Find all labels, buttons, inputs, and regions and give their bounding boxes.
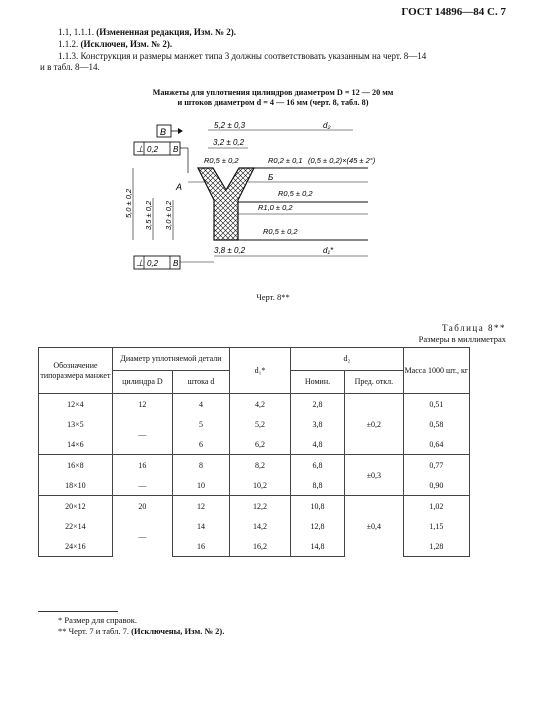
page-header: ГОСТ 14896—84 С. 7 [401,6,506,18]
dim-r05-top: R0,5 ± 0,2 [204,156,239,165]
cell-tolerance: ±0,4 [344,496,403,557]
cell-cylinder: 20 [112,496,172,517]
cell-mass: 0,77 [403,455,469,476]
col-nominal: Номин. [291,371,345,394]
cell-d1: 14,2 [230,516,291,536]
tolerance-ref: B [173,145,179,154]
col-d1: d₁* [230,348,291,394]
cell-cylinder: — [112,475,172,496]
cell-cylinder: — [112,414,172,455]
cell-designation: 22×14 [39,516,113,536]
dim-r05-bottom: R0,5 ± 0,2 [263,227,298,236]
dim-chamfer: (0,5 ± 0,2)×(45 ± 2°) [308,156,376,165]
col-d2: d₂ [291,348,404,371]
col-rod: штока d [172,371,229,394]
paragraph-note: (Измененная редакция, Изм. № 2). [96,27,237,37]
dim-3-8: 3,8 ± 0,2 [214,246,246,255]
seal-section [198,168,254,240]
paragraph-1-1 [58,27,236,37]
cell-nominal: 3,8 [291,414,345,434]
dim-5-0: 5,0 ± 0,2 [124,188,133,218]
col-diameter-group: Диаметр уплотняемой детали [112,348,229,371]
cell-designation: 16×8 [39,455,113,476]
cell-nominal: 2,8 [291,394,345,415]
cell-nominal: 8,8 [291,475,345,496]
seal-drawing [118,118,376,278]
paragraph-1-1-2 [58,39,172,49]
table-row [39,414,470,434]
cell-d1: 4,2 [230,394,291,415]
cell-designation: 14×6 [39,434,113,455]
col-tolerance: Пред. откл. [344,371,403,394]
table-row [39,434,470,455]
cell-rod: 12 [172,496,229,517]
table-row [39,516,470,536]
cell-d1: 6,2 [230,434,291,455]
footnote-2 [58,626,224,636]
table-row [39,394,470,415]
cell-mass: 0,90 [403,475,469,496]
cell-d1: 10,2 [230,475,291,496]
cell-mass: 1,28 [403,536,469,557]
dim-r1: R1,0 ± 0,2 [258,203,293,212]
dim-r02: R0,2 ± 0,1 [268,156,303,165]
datum-label: B [160,127,167,137]
figure-title-line-1: Манжеты для уплотнения цилиндров диаметром D = 12 — 20 мм [152,88,394,97]
paragraph-number: 1.1, 1.1.1. [58,27,94,37]
cell-rod: 10 [172,475,229,496]
footnote-divider [38,611,118,612]
cell-rod: 14 [172,516,229,536]
cell-nominal: 6,8 [291,455,345,476]
cell-d1: 16,2 [230,536,291,557]
dim-d1: d₁* [323,246,334,255]
paragraph-1-1-3 [58,51,426,61]
cell-designation: 20×12 [39,496,113,517]
cell-mass: 1,15 [403,516,469,536]
paragraph-1-1-3-cont: и в табл. 8—14. [40,62,100,72]
cell-designation: 18×10 [39,475,113,496]
paragraph-note: (Исключен, Изм. № 2). [80,39,173,49]
cell-mass: 0,58 [403,414,469,434]
figure-title-line-2: и штоков диаметром d = 4 — 16 мм (черт. 8, табл. 8) [177,98,369,107]
cell-nominal: 10,8 [291,496,345,517]
cell-mass: 1,02 [403,496,469,517]
table-units: Размеры в миллиметрах [418,334,506,344]
dim-r05-mid: R0,5 ± 0,2 [278,189,313,198]
perpendicularity-icon: ⊥ [136,258,144,268]
cell-designation: 13×5 [39,414,113,434]
col-mass: Масса 1000 шт., кг [403,348,469,394]
tolerance-ref: B [173,259,179,268]
cell-cylinder: 16 [112,455,172,476]
dim-3-0: 3,0 ± 0,2 [164,200,173,230]
table-row [39,455,470,476]
perpendicularity-icon: ⊥ [136,144,144,154]
cell-nominal: 4,8 [291,434,345,455]
dim-d2: d₂ [323,121,331,130]
cell-d1: 12,2 [230,496,291,517]
cell-nominal: 14,8 [291,536,345,557]
cell-d1: 8,2 [230,455,291,476]
cell-mass: 0,64 [403,434,469,455]
cell-designation: 12×4 [39,394,113,415]
paragraph-number: 1.1.2. [58,39,79,49]
table-row [39,475,470,496]
cell-nominal: 12,8 [291,516,345,536]
cell-rod: 8 [172,455,229,476]
view-b-label: Б [268,173,274,182]
table-title: Таблица 8** [442,323,506,333]
dim-5-2: 5,2 ± 0,3 [214,121,246,130]
cell-cylinder: — [112,516,172,557]
view-a-label: A [176,182,183,192]
dim-3-5: 3,5 ± 0,2 [144,200,153,230]
dimensions-table [38,347,470,557]
cell-mass: 0,51 [403,394,469,415]
cell-rod: 5 [172,414,229,434]
dim-3-2: 3,2 ± 0,2 [213,138,245,147]
cell-d1: 5,2 [230,414,291,434]
table-row [39,496,470,517]
tolerance-value: 0,2 [147,259,159,268]
col-designation: Обозначение типоразмера манжет [39,348,113,394]
cell-rod: 16 [172,536,229,557]
paragraph-number: 1.1.3. [58,51,79,61]
footnote-1: * Размер для справок. [58,615,138,625]
col-cylinder: цилиндра D [112,371,172,394]
cell-rod: 4 [172,394,229,415]
cell-rod: 6 [172,434,229,455]
figure-caption: Черт. 8** [256,292,290,302]
footnote-2-note: (Исключены, Изм. № 2). [131,626,225,636]
paragraph-text: Конструкция и размеры манжет типа 3 должны соответствовать указанным на черт. 8—14 [80,51,427,61]
footnote-2-text: ** Черт. 7 и табл. 7. [58,626,130,636]
cell-tolerance: ±0,3 [344,455,403,496]
cell-designation: 24×16 [39,536,113,557]
cell-tolerance: ±0,2 [344,394,403,455]
cell-cylinder: 12 [112,394,172,415]
table-row [39,536,470,557]
tolerance-value: 0,2 [147,145,159,154]
